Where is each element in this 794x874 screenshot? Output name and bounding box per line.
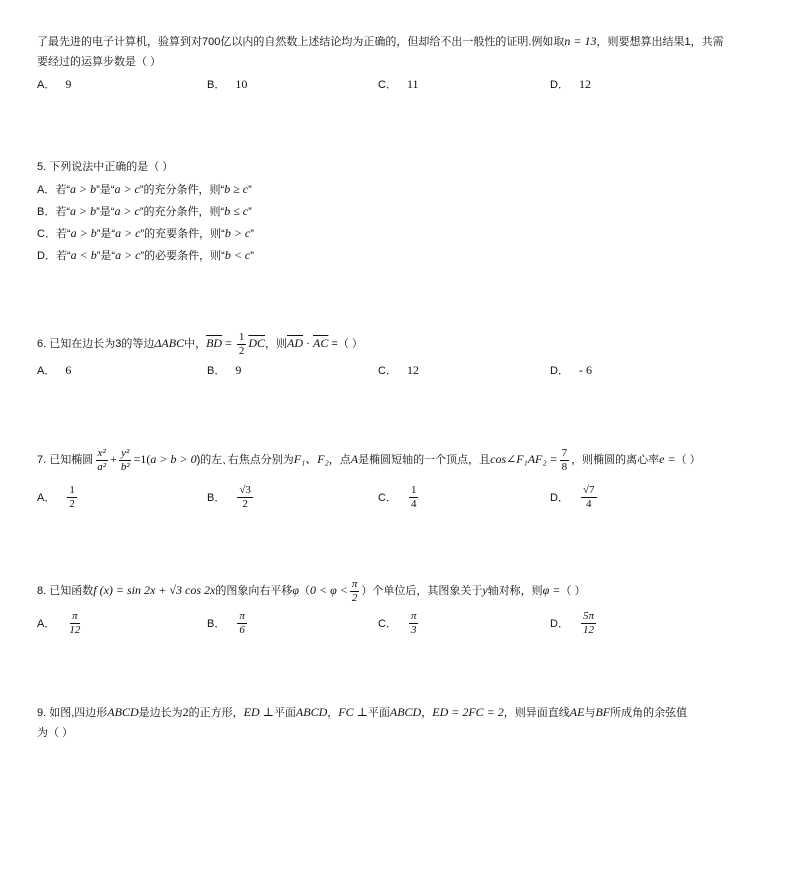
q5-stem: 5. 下列说法中正确的是（ ） xyxy=(37,161,174,173)
q5-option-c[interactable]: C．若“a > b”是“a > c”的充要条件，则“b > c” xyxy=(37,226,254,240)
fraction-y2-b2: $\frac{\text{y²}}{\text{b²}}$ xyxy=(120,446,130,473)
q6-option-c[interactable]: C． 12 xyxy=(378,362,419,377)
q4-option-d[interactable]: D． 12 xyxy=(550,76,591,91)
q6-option-a[interactable]: A． 6 xyxy=(37,362,72,377)
q4-stem-line2: 要经过的运算步数是（ ） xyxy=(37,56,162,68)
q6-stem: 6. 已知在边长为3的等边ΔABC中，$\overline{BD}$ = $\frac{1}{2}$ $\overline{DC}$，则$\overline{AD} \cdot \overline{AC}$ =（ ） xyxy=(37,330,363,357)
q8-options xyxy=(37,608,757,638)
q6-option-d[interactable]: D． - 6 xyxy=(550,362,592,377)
fraction-pi-half: $\frac{\pi}{2}$ xyxy=(351,577,358,604)
q7-options xyxy=(37,482,757,512)
q8-option-b[interactable]: B． $\frac{\pi}{6}$ xyxy=(207,609,245,636)
q5-option-b[interactable]: B．若“a > b”是“a > c”的充分条件，则“b ≤ c” xyxy=(37,204,252,218)
q8-option-d[interactable]: D． $\frac{5\pi}{12}$ xyxy=(550,609,594,636)
q4-n-value: n = 13 xyxy=(564,34,597,48)
q7-option-b[interactable]: B． $\frac{√3}{2}$ xyxy=(207,483,251,510)
q6-options xyxy=(37,357,757,383)
q8-stem: 8. 已知函数f (x) = sin 2x + √3 cos 2x的图象向右平移φ（0 < φ < $\frac{\pi}{2}$ ）个单位后，其图象关于y轴对称，则φ =（ ） xyxy=(37,577,586,604)
q9-stem-line1: 9. 如图,四边形ABCD是边长为2的正方形，ED ⊥平面ABCD，FC ⊥平面ABCD，ED = 2FC = 2，则异面直线AE与BF所成角的余弦值 xyxy=(37,705,688,719)
q4-stem-line1: 了最先进的电子计算机，验算到对700亿以内的自然数上述结论均为正确的，但却给不出一般性的证明.例如取n = 13，则要想算出结果1，共需 xyxy=(37,34,724,48)
vector-dc: $\overline{DC}$ xyxy=(248,336,266,350)
fraction-x2-a2: $\frac{\text{x²}}{\text{a²}}$ xyxy=(97,446,107,473)
q7-option-c[interactable]: C． $\frac{1}{4}$ xyxy=(378,483,417,510)
q4-option-b[interactable]: B． 10 xyxy=(207,76,248,91)
vector-ac: $\overline{AC}$ xyxy=(313,336,329,350)
fraction-half: $\frac{1}{2}$ xyxy=(238,330,245,357)
q4-options xyxy=(37,71,757,97)
q7-option-d[interactable]: D． $\frac{√7}{4}$ xyxy=(550,483,595,510)
q4-option-a[interactable]: A． 9 xyxy=(37,76,72,91)
function-expression: f (x) = sin 2x + √3 cos 2x xyxy=(93,583,216,597)
q8-option-c[interactable]: C． $\frac{\pi}{3}$ xyxy=(378,609,417,636)
vector-bd: $\overline{BD}$ xyxy=(206,336,223,350)
vector-ad: $\overline{AD}$ xyxy=(287,336,304,350)
q7-stem: 7. 已知椭圆 $\frac{\text{x²}}{\text{a²}}$ + $\frac{\text{y²}}{\text{b²}}$ =1(a > b > 0)的左､右焦点分别为F₁、F₂，点A是椭圆短轴的一个顶点，且cos∠F₁AF₂ = $\frac{7}{8}$ ，则椭圆的离心率e =（ ） xyxy=(37,446,701,473)
q4-option-c[interactable]: C． 11 xyxy=(378,76,419,91)
q8-option-a[interactable]: A． $\frac{\pi}{12}$ xyxy=(37,609,81,636)
q9-stem-line2: 为（ ） xyxy=(37,727,74,739)
q7-option-a[interactable]: A． $\frac{1}{2}$ xyxy=(37,483,75,510)
q5-option-a[interactable]: A．若“a > b”是“a > c”的充分条件，则“b ≥ c” xyxy=(37,182,252,196)
q6-option-b[interactable]: B． 9 xyxy=(207,362,242,377)
q5-option-d[interactable]: D．若“a < b”是“a > c”的必要条件，则“b < c” xyxy=(37,248,254,262)
fraction-seven-eighths: $\frac{7}{8}$ xyxy=(561,446,568,473)
